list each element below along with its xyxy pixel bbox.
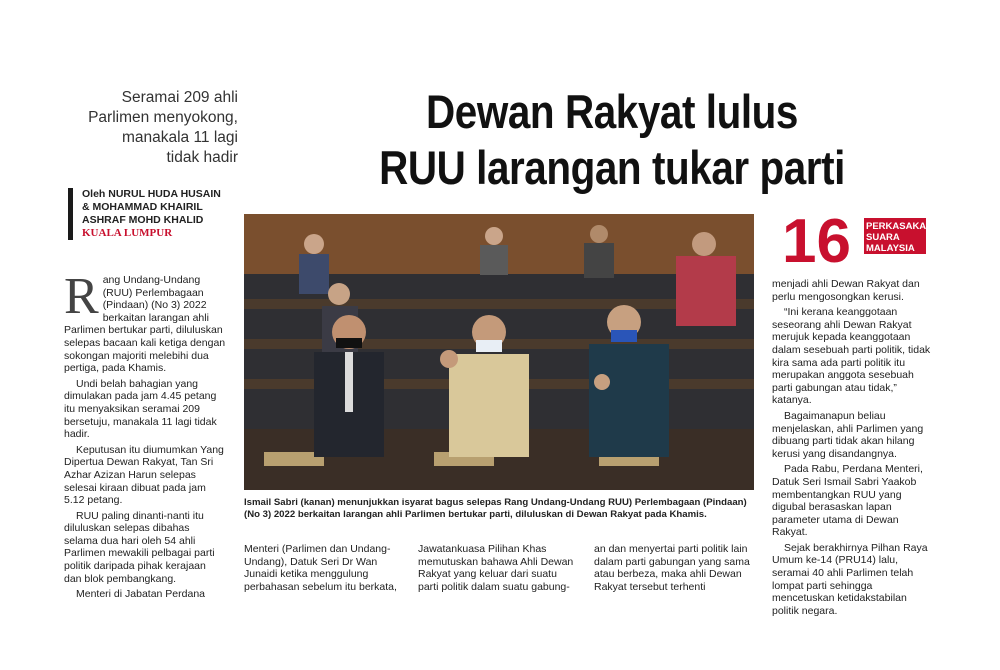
paragraph-text: ang Undang-Undang (RUU) Perlembagaan (Pindaan) (No 3) 2022 berkaitan larangan ahli Parlimen bertukar parti, diluluskan selepas bacaan kali ketiga dengan sokongan majoriti melebihi dua pertiga, pada Khamis. [64, 274, 226, 375]
svg-text:16: 16 [782, 207, 851, 274]
paragraph: Jawatankuasa Pilihan Khas memutuskan bahawa Ahli Dewan Rakyat yang keluar dari suatu parti politik dalam suatu gabung- [418, 543, 574, 593]
strapline-line: Parlimen menyokong, [88, 109, 238, 126]
paragraph: Undi belah bahagian yang dimulakan pada jam 4.45 petang itu menyaksikan seramai 209 bersetuju, manakala 11 lagi tidak hadir. [64, 377, 217, 441]
paragraph: an dan menyertai parti politik lain dalam parti gabungan yang sama atau berbeza, maka ahli Dewan Rakyat tersebut terhenti [594, 543, 750, 593]
paragraph: Bagaimanapun beliau menjelaskan, ahli Parlimen yang dibuang parti tidak akan hilang kerusi yang disandangnya. [772, 409, 924, 460]
paragraph: Pada Rabu, Perdana Menteri, Datuk Seri Ismail Sabri Yaakob membentangkan RUU yang digubal berasaskan lapan parameter utama di Dewan Rakyat. [772, 463, 923, 539]
paragraph: Sejak berakhirnya Pilhan Raya Umum ke-14 (PRU14) lalu, seramai 40 ahli Parlimen telah lompat parti sehingga mencetuskan ketidakstabilan politik negara. [772, 541, 928, 617]
article-column-1 [64, 268, 226, 604]
byline [68, 188, 254, 240]
byline-author: & MOHAMMAD KHAIRIL [82, 201, 203, 213]
paragraph: menjadi ahli Dewan Rakyat dan perlu mengosongkan kerusi. [772, 278, 920, 303]
paragraph: Menteri (Parlimen dan Undang-Undang), Datuk Seri Dr Wan Junaidi ketika menggulung perbahasan sebelum itu berkata, [244, 543, 397, 593]
paragraph [64, 268, 226, 375]
drop-cap: R [64, 268, 99, 325]
logo-line: MALAYSIA [866, 243, 915, 254]
paragraph: Keputusan itu diumumkan Yang Dipertua Dewan Rakyat, Tan Sri Azhar Azizan Harun selepas selesai kiraan dibuat pada jam 5.12 petang. [64, 443, 224, 507]
logo-line: PERKASAKAN [866, 221, 934, 232]
parliament-photo [244, 214, 754, 490]
headline [311, 84, 913, 196]
logo-line: SUARA [866, 232, 900, 243]
article-column-3 [418, 543, 576, 596]
byline-location: KUALA LUMPUR [82, 227, 173, 239]
photo-caption: Ismail Sabri (kanan) menunjukkan isyarat bagus selepas Rang Undang-Undang RUU) Perlembagaan (Pindaan) (No 3) 2022 berkaitan larangan ahli Parlimen bertukar parti, diluluskan di Dewan Rakyat pada Khamis. [244, 497, 747, 520]
headline-line-2: RUU larangan tukar parti [379, 141, 845, 194]
photo-illustration [244, 214, 754, 490]
byline-author: ASHRAF MOHD KHALID [82, 214, 204, 226]
paragraph: “Ini kerana keanggotaan seseorang ahli Dewan Rakyat merujuk kepada keanggotaan dalam sesebuah parti politik, tidak kira sama ada parti politik itu merupakan anggota sesebuah parti gabungan atau tidak,” katanya. [772, 306, 931, 407]
logo-text [866, 221, 936, 254]
article-column-5 [772, 278, 936, 620]
article-column-4 [594, 543, 754, 596]
article-column-2 [244, 543, 402, 596]
paragraph: RUU paling dinanti-nanti itu diluluskan selepas dibahas selama dua hari oleh 54 ahli Parlimen mewakili pelbagai parti politik daripada pihak kerajaan dan blok pembangkang. [64, 509, 215, 585]
strapline-line: tidak hadir [166, 149, 238, 166]
strapline-line: manakala 11 lagi [121, 129, 238, 146]
paragraph: Menteri di Jabatan Perdana [76, 588, 205, 601]
strapline-line: Seramai 209 ahli [121, 89, 238, 106]
headline-line-1: Dewan Rakyat lulus [426, 85, 798, 138]
strapline [62, 88, 238, 168]
byline-author: Oleh NURUL HUDA HUSAIN [82, 188, 221, 200]
